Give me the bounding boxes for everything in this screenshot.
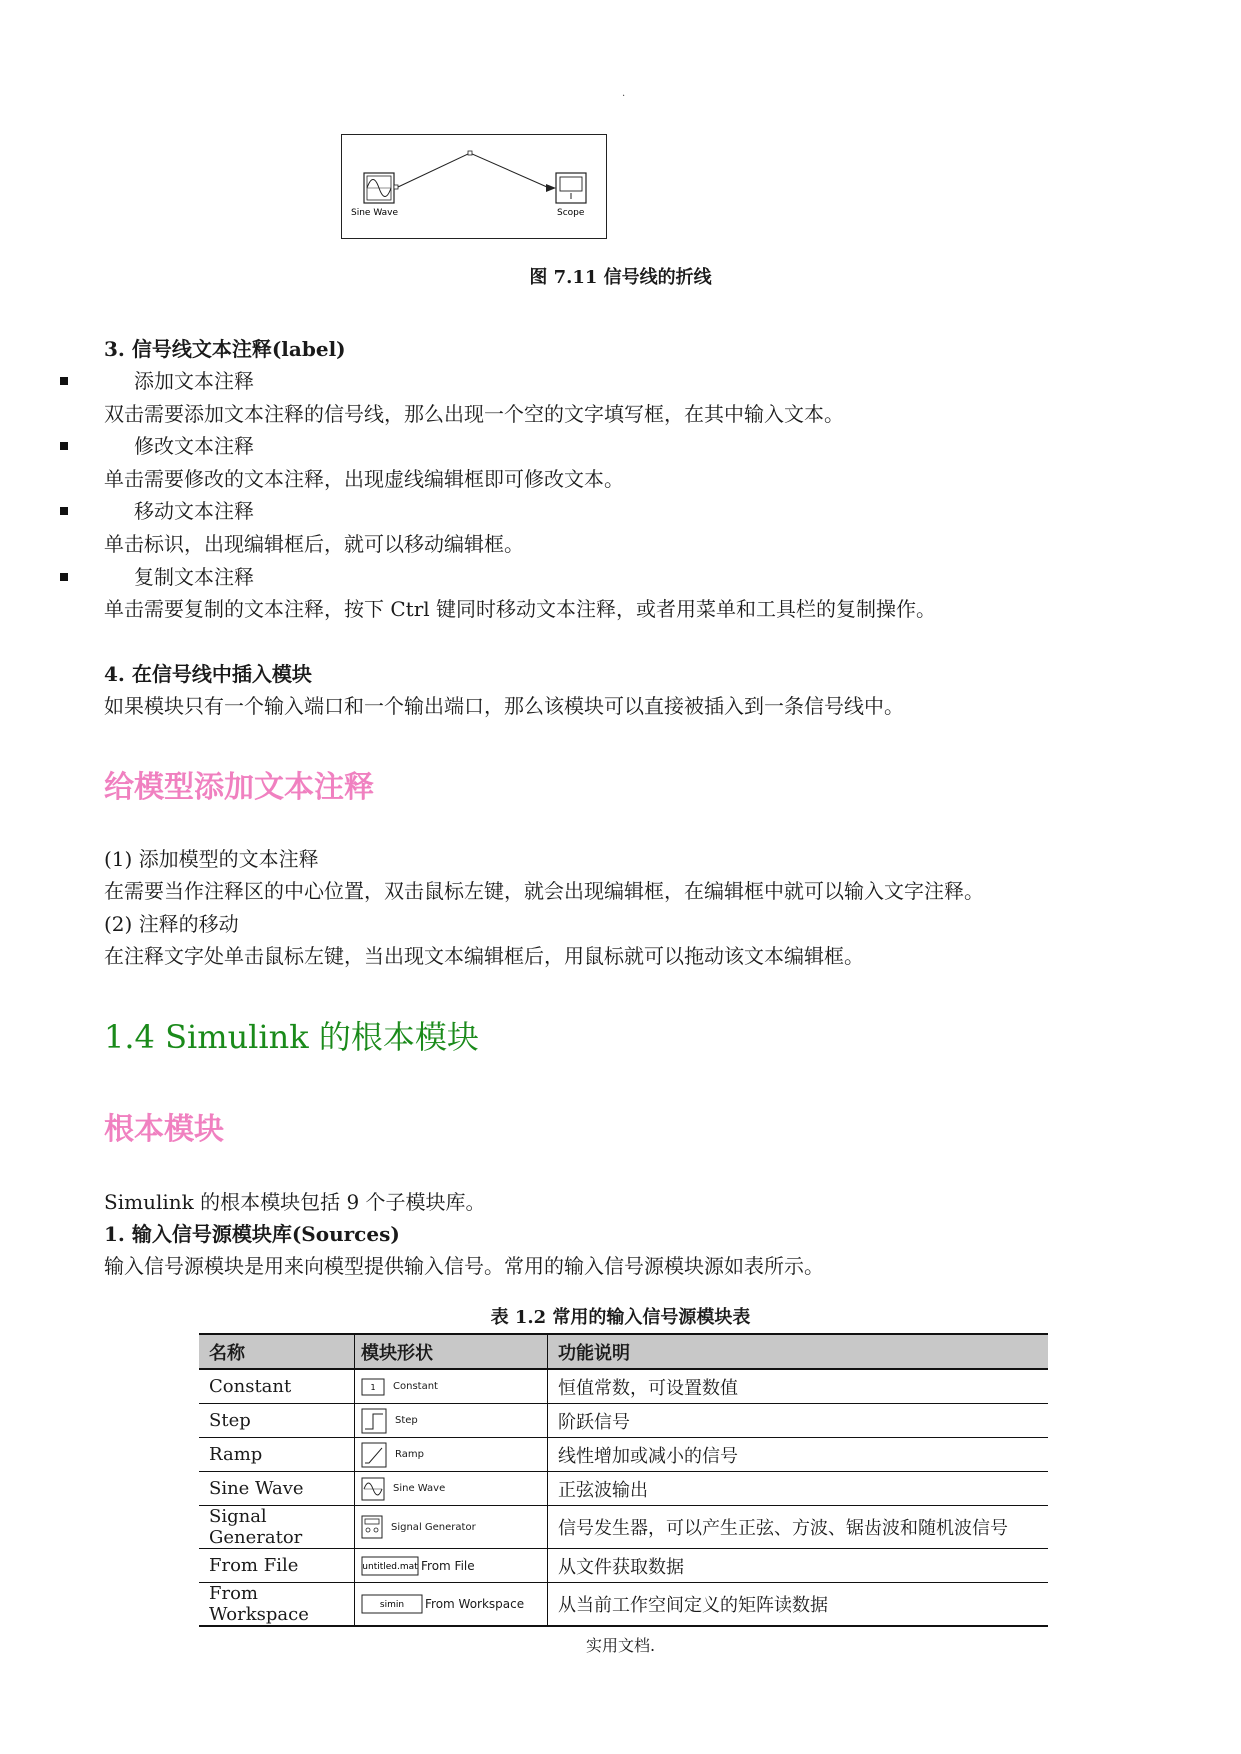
sine-wave-label: Sine Wave bbox=[351, 208, 399, 218]
table-row bbox=[199, 1583, 1048, 1627]
header-name: 名称 bbox=[199, 1334, 355, 1369]
sources-desc: 输入信号源模块是用来向模型提供输入信号。常用的输入信号源模块源如表所示。 bbox=[104, 1254, 824, 1278]
item-title: 添加文本注释 bbox=[134, 369, 254, 393]
block-shape-label: Sine Wave bbox=[393, 1483, 446, 1494]
page-footer: 实用文档. bbox=[585, 1636, 656, 1655]
block-desc: 恒值常数，可设置数值 bbox=[548, 1369, 1049, 1404]
signal-generator-block-icon bbox=[361, 1515, 541, 1539]
block-name: Step bbox=[199, 1404, 355, 1438]
sources-table bbox=[199, 1333, 1048, 1627]
from-file-block-icon bbox=[361, 1556, 541, 1576]
figure-diagram bbox=[341, 134, 607, 239]
signal-line-diagram bbox=[342, 135, 606, 238]
section4-heading: 4. 在信号线中插入模块 bbox=[104, 662, 312, 686]
header-shape: 模块形状 bbox=[355, 1334, 548, 1369]
block-name: From Workspace bbox=[199, 1583, 355, 1627]
table-row bbox=[199, 1404, 1048, 1438]
page-mark: . bbox=[622, 88, 626, 99]
block-shape-label: Signal Generator bbox=[391, 1521, 476, 1533]
block-desc: 线性增加或减小的信号 bbox=[548, 1438, 1049, 1472]
block-name: Constant bbox=[199, 1369, 355, 1404]
item1-title: (1) 添加模型的文本注释 bbox=[104, 847, 319, 871]
chapter-heading: 1.4 Simulink 的根本模块 bbox=[104, 1018, 479, 1056]
item2-desc: 在注释文字处单击鼠标左键，当出现文本编辑框后，用鼠标就可以拖动该文本编辑框。 bbox=[104, 944, 864, 968]
bullet-icon bbox=[60, 442, 68, 450]
sine-wave-block-icon bbox=[364, 173, 398, 203]
block-shape-label: From Workspace bbox=[425, 1597, 525, 1611]
item2-title: (2) 注释的移动 bbox=[104, 912, 239, 936]
basic-blocks-intro: Simulink 的根本模块包括 9 个子模块库。 bbox=[104, 1190, 486, 1214]
item-title: 复制文本注释 bbox=[134, 565, 254, 589]
item1-desc: 在需要当作注释区的中心位置，双击鼠标左键，就会出现编辑框，在编辑框中就可以输入文字注释。 bbox=[104, 879, 984, 903]
model-annotation-heading: 给模型添加文本注释 bbox=[104, 770, 374, 805]
svg-text:1: 1 bbox=[370, 1382, 376, 1392]
block-name: Signal Generator bbox=[199, 1506, 355, 1549]
table-row bbox=[199, 1472, 1048, 1506]
table-row bbox=[199, 1506, 1048, 1549]
block-shape-label: Constant bbox=[393, 1381, 438, 1392]
scope-label: Scope bbox=[557, 208, 585, 218]
table-row bbox=[199, 1549, 1048, 1583]
item-desc: 单击标识，出现编辑框后，就可以移动编辑框。 bbox=[104, 532, 524, 556]
from-workspace-block-icon bbox=[361, 1594, 541, 1614]
svg-text:untitled.mat: untitled.mat bbox=[362, 1561, 418, 1572]
block-name: Sine Wave bbox=[199, 1472, 355, 1506]
item-title: 移动文本注释 bbox=[134, 499, 254, 523]
table-header-row bbox=[199, 1334, 1048, 1369]
item-title: 修改文本注释 bbox=[134, 434, 254, 458]
scope-block-icon bbox=[556, 173, 586, 203]
block-desc: 正弦波输出 bbox=[548, 1472, 1049, 1506]
block-name: Ramp bbox=[199, 1438, 355, 1472]
bullet-icon bbox=[60, 507, 68, 515]
item-desc: 单击需要修改的文本注释，出现虚线编辑框即可修改文本。 bbox=[104, 467, 624, 491]
figure-caption: 图 7.11 信号线的折线 bbox=[529, 267, 712, 288]
block-desc: 阶跃信号 bbox=[548, 1404, 1049, 1438]
section4-desc: 如果模块只有一个输入端口和一个输出端口，那么该模块可以直接被插入到一条信号线中。 bbox=[104, 694, 904, 718]
item-desc: 双击需要添加文本注释的信号线，那么出现一个空的文字填写框，在其中输入文本。 bbox=[104, 402, 844, 426]
sources-heading: 1. 输入信号源模块库(Sources) bbox=[104, 1222, 400, 1246]
ramp-block-icon bbox=[361, 1442, 541, 1468]
section3-heading: 3. 信号线文本注释(label) bbox=[104, 337, 346, 361]
table-row bbox=[199, 1438, 1048, 1472]
step-block-icon bbox=[361, 1408, 541, 1434]
constant-block-icon bbox=[361, 1378, 541, 1396]
basic-blocks-heading: 根本模块 bbox=[104, 1112, 224, 1147]
block-desc: 信号发生器，可以产生正弦、方波、锯齿波和随机波信号 bbox=[548, 1506, 1049, 1549]
bullet-icon bbox=[60, 377, 68, 385]
svg-text:simin: simin bbox=[379, 1600, 405, 1610]
block-shape-label: Ramp bbox=[395, 1449, 424, 1460]
bullet-icon bbox=[60, 573, 68, 581]
header-desc: 功能说明 bbox=[548, 1334, 1049, 1369]
block-shape-label: Step bbox=[395, 1415, 418, 1426]
table-row bbox=[199, 1369, 1048, 1404]
block-shape-label: From File bbox=[421, 1558, 475, 1573]
block-name: From File bbox=[199, 1549, 355, 1583]
block-desc: 从文件获取数据 bbox=[548, 1549, 1049, 1583]
item-desc: 单击需要复制的文本注释，按下 Ctrl 键同时移动文本注释，或者用菜单和工具栏的复制操作。 bbox=[104, 597, 937, 621]
table-caption: 表 1.2 常用的输入信号源模块表 bbox=[490, 1307, 751, 1328]
block-desc: 从当前工作空间定义的矩阵读数据 bbox=[548, 1583, 1049, 1627]
sine-block-icon bbox=[361, 1477, 541, 1501]
